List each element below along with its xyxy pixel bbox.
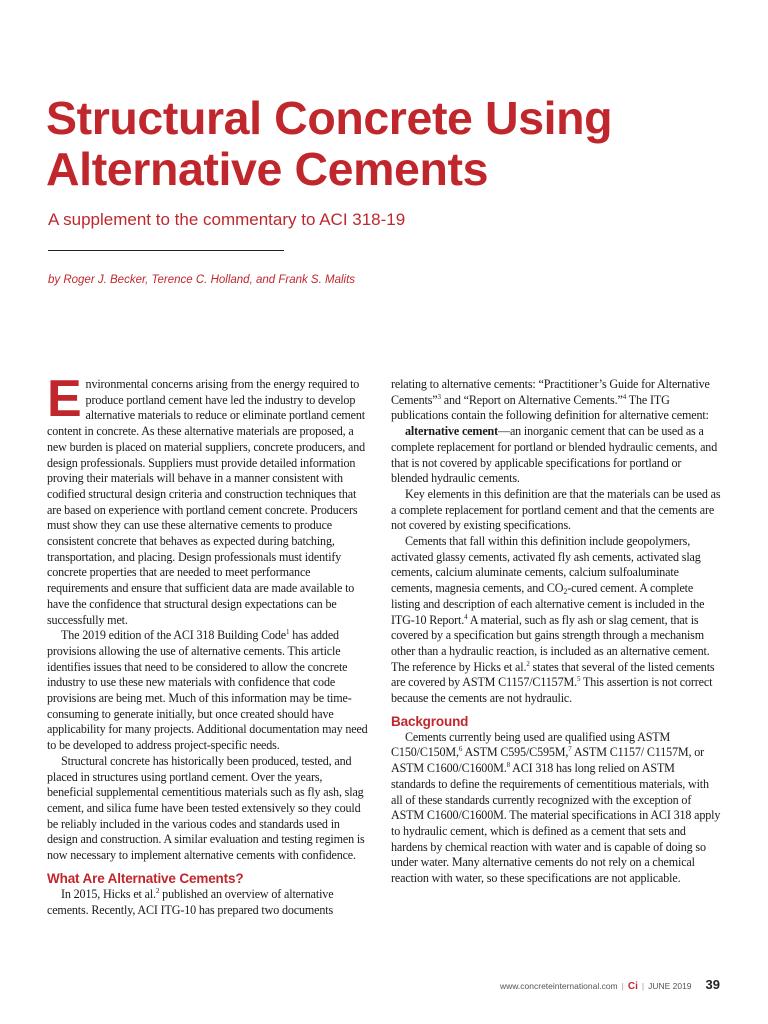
- body-paragraph: In 2015, Hicks et al.$^2$ published an overview of alternative cements. Recently, ACI ITG-10 has prepared two documents: [47, 886, 334, 917]
- footer-separator: |: [641, 981, 645, 991]
- issue-date: JUNE 2019: [648, 981, 692, 991]
- intro-paragraph: Environmental concerns arising from the energy required to produce portland cement have led the industry to develop alternative materials to reduce or eliminate portland cement content in concrete. As these alternative materials are proposed, a new burden is placed on material suppliers, concrete producers, and design professionals. Suppliers must provide detailed information proving their materials will behave in a manner consistent with codified structural design criteria and construction techniques that are based on experience with portland cement concrete. Producers must show they can use these alternative cements to produce consistent concrete that behaves as expected during batching, transportation, and placing. Design professionals must identify concrete properties that are needed to meet performance requirements and ensure that sufficient data are made available to have the confidence that structural design expectations can be successfully met.: [47, 370, 366, 627]
- footer-separator: |: [621, 981, 624, 991]
- footer-url[interactable]: www.concreteinternational.com: [499, 981, 618, 991]
- right-column: [391, 377, 721, 887]
- article-subtitle: A supplement to the commentary to ACI 318-19: [48, 210, 406, 229]
- definition: alternative cement—an inorganic cement that can be used as a complete replacement for portland or blended hydraulic cements, and that is not covered by applicable specifications for portland or blended hydraulic cements.: [391, 424, 718, 486]
- section-heading: Background: [391, 713, 469, 729]
- body-paragraph: The 2019 edition of the ACI 318 Building Code$^1$ has added provisions allowing the use of alternative cements. This article identifies issues that need to be considered to allow the concrete industry to use these new materials with confidence that code provisions are being met. Much of this information may be time-consuming to generate initially, but once created should have applicability for many projects. Additional documentation may need to be developed to address project-specific needs.: [47, 628, 368, 753]
- body-paragraph: Structural concrete has historically been produced, tested, and placed in structures using portland cement. Over the years, beneficial supplemental cementitious materials such as fly ash, slag cement, and silica fume have been tested extensively so they could be reliably included in the various codes and standards used in design and construction. A similar evaluation and testing regimen is now necessary to implement alternative cements with confidence.: [47, 753, 365, 863]
- body-paragraph: Cements that fall within this definition include geopolymers, activated glassy cements, activated fly ash cements, activated slag cements, calcium aluminate cements, calcium sulfoaluminate cements, magnesia cements, and $CO_2$-cured cement. A complete listing and description of each alternative cement is included in the ITG-10 Report.$^4$ A material, such as fly ash or slag cement, that is covered by a specification but gains strength through a mechanism other than a hydraulic reaction, is included as an alternative cement. The reference by Hicks et al.$^2$ states that several of the listed cements are covered by ASTM C1157/C1157M.$^5$ This assertion is not correct because the cements are not hydraulic.: [391, 534, 715, 706]
- page-number: 39: [705, 977, 720, 992]
- article-title: Structural Concrete Using Alternative Cements: [46, 92, 613, 195]
- title-divider: [48, 250, 284, 251]
- body-paragraph: relating to alternative cements: “Practitioner’s Guide for Alternative Cements”$^3$ and “Report on Alternative Cements.”$^4$ The ITG publications contain the following definition for alternative cement:: [391, 377, 710, 423]
- magazine-logo: Ci: [627, 981, 638, 992]
- byline: by Roger J. Becker, Terence C. Holland, and Frank S. Malits: [48, 274, 356, 286]
- left-column: [47, 370, 370, 918]
- definition-term: alternative cement: [405, 424, 498, 439]
- page-footer: [500, 977, 720, 992]
- body-paragraph: Cements currently being used are qualified using ASTM C150/C150M,$^6$ ASTM C595/C595M,$^7$ ASTM C1157/ C1157M, or ASTM C1600/C1600M.$^8$ ACI 318 has long relied on ASTM standards to define the requirements of cementitious materials, with all of these standards currently recognized with the exception of ASTM C1600/C1600M. The material specifications in ACI 318 apply to hydraulic cement, which is defined as a cement that sets and hardens by chemical reaction with water and is capable of doing so under water. Many alternative cements do not rely on a chemical reaction with water, so these specifications are not applicable.: [391, 729, 721, 886]
- body-paragraph: Key elements in this definition are that the materials can be used as a complete replacement for portland cement and that the cements are not covered by existing specifications.: [391, 486, 721, 533]
- section-heading: What Are Alternative Cements?: [47, 870, 244, 886]
- drop-cap: E: [47, 370, 82, 428]
